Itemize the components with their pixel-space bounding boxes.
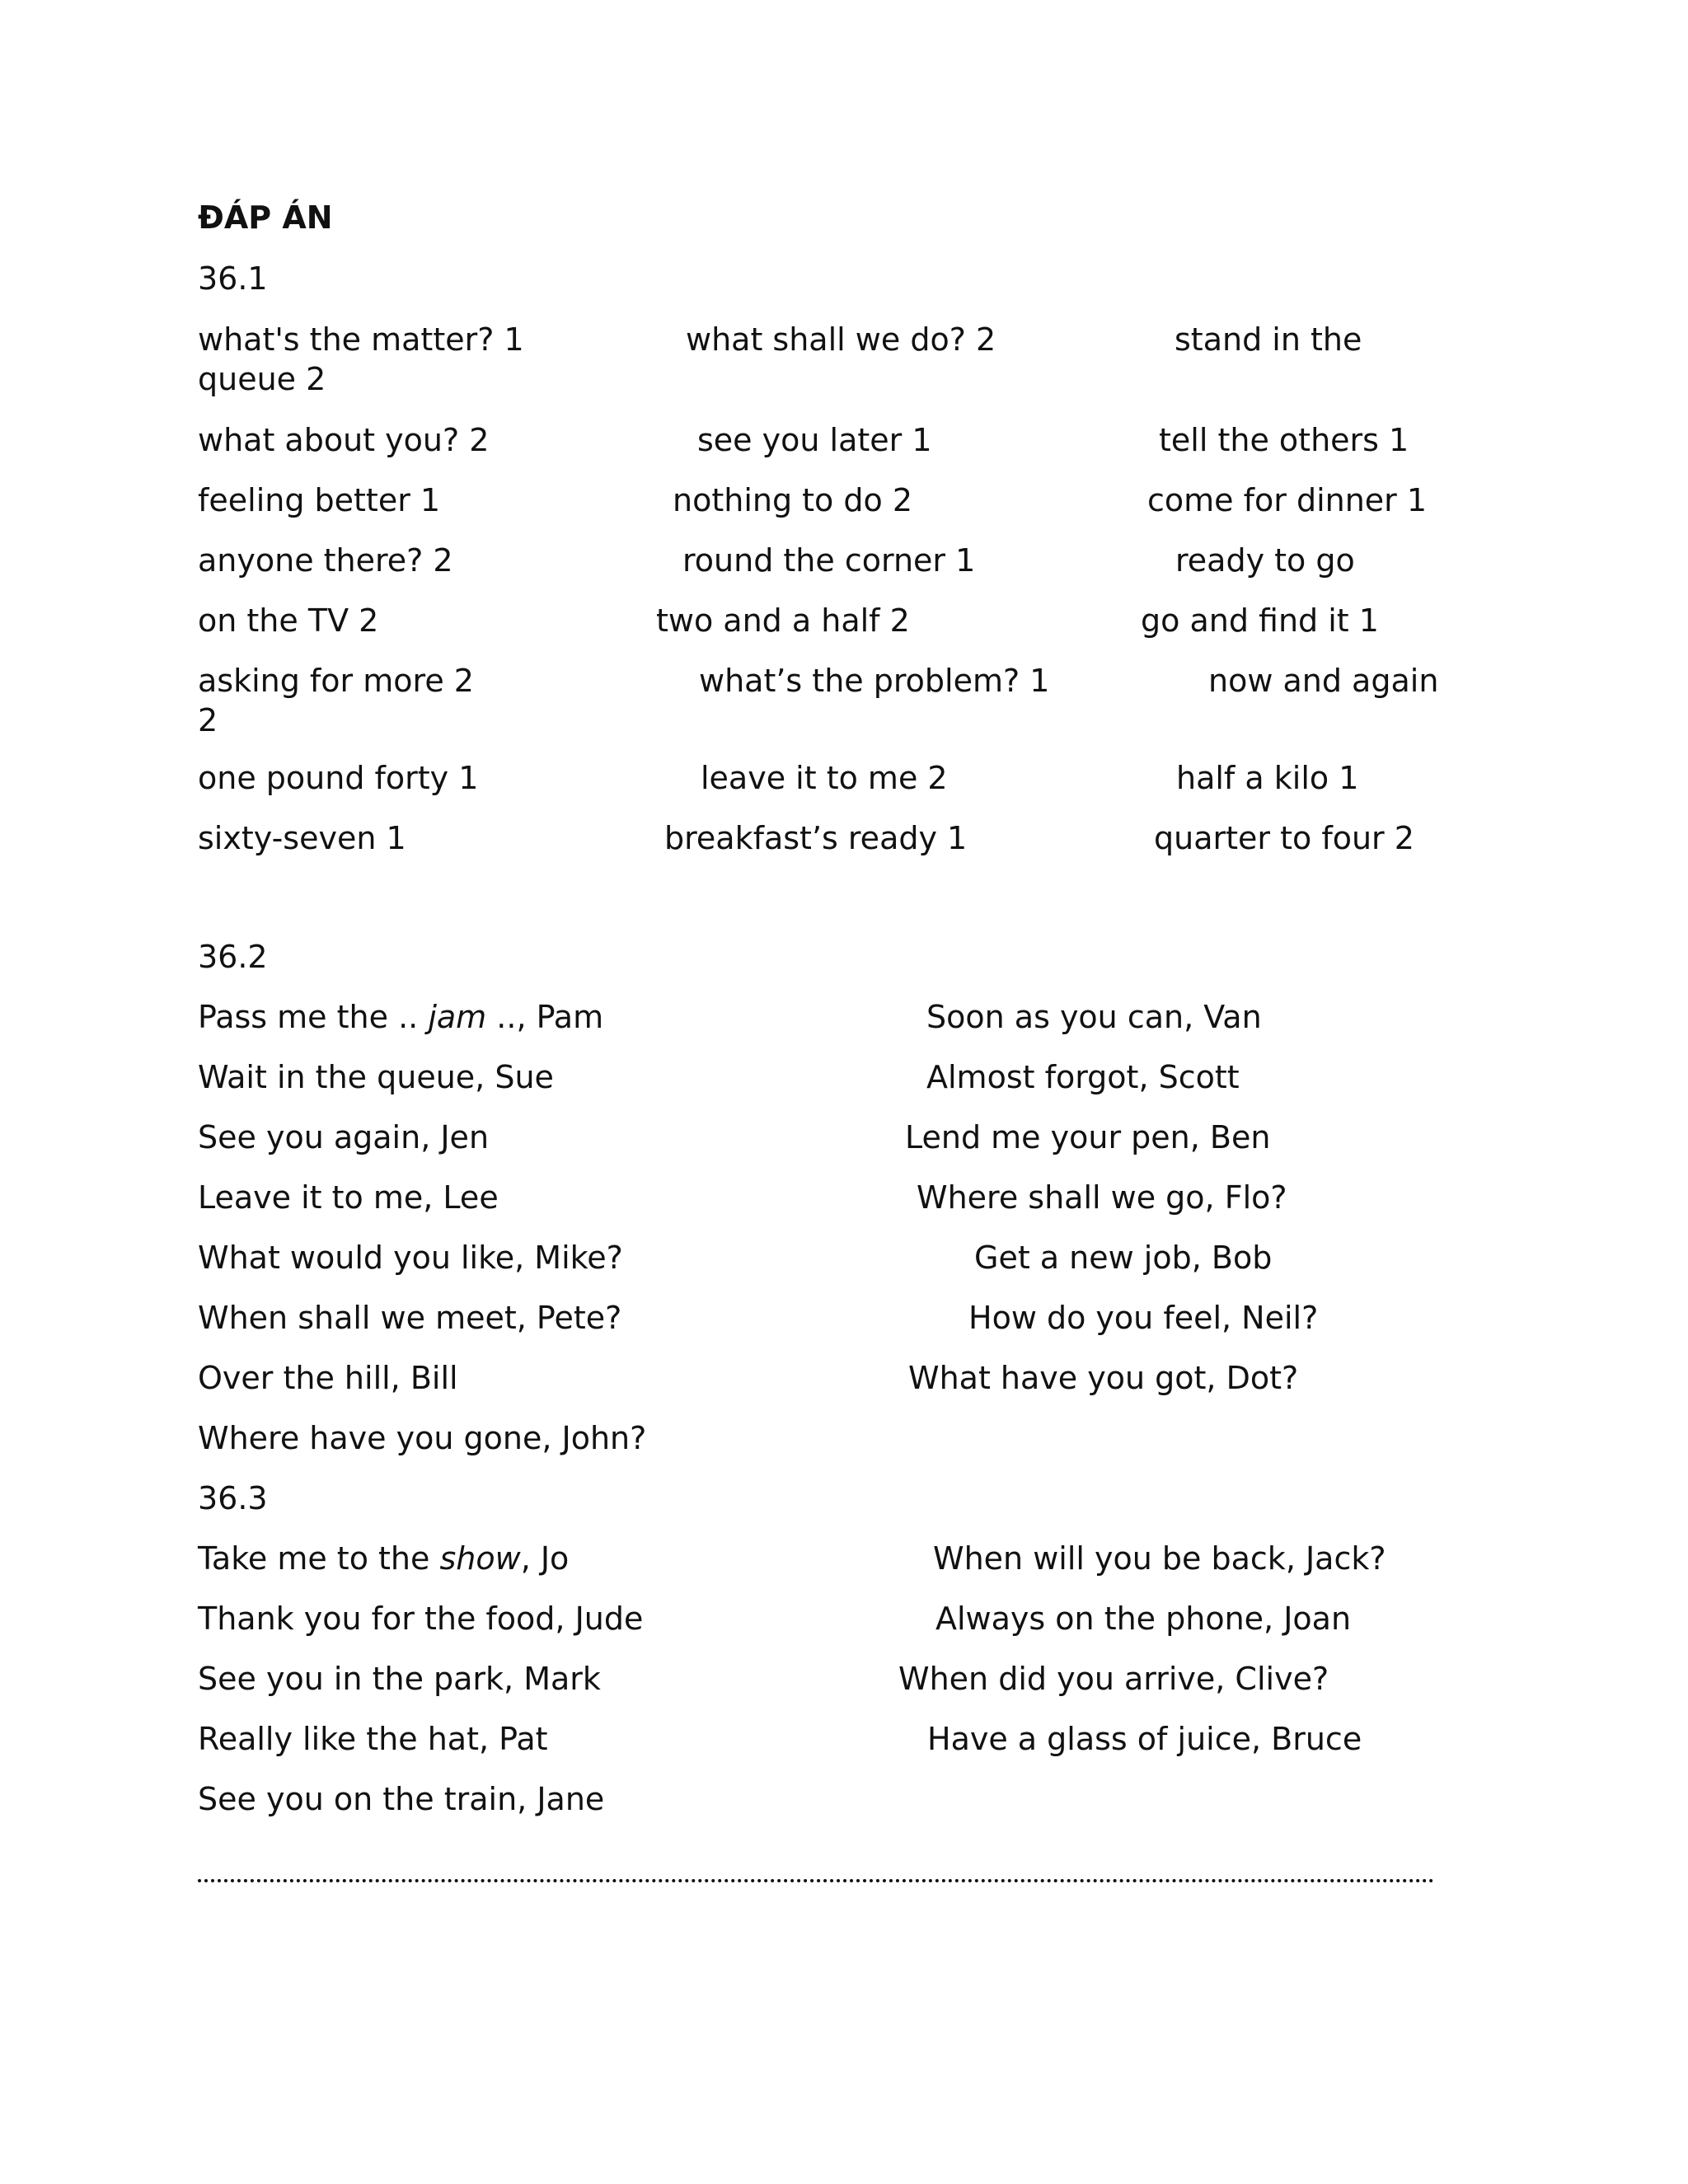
phrase-item: asking for more 2 <box>198 663 474 699</box>
phrase-item: nothing to do 2 <box>673 482 913 518</box>
phrase-item: what shall we do? 2 <box>686 321 996 358</box>
rhyme-line: Where have you gone, John? <box>198 1420 647 1456</box>
rhyme-line: Always on the phone, Joan <box>935 1601 1352 1637</box>
rhyme-line: How do you feel, Neil? <box>968 1300 1319 1336</box>
rhyme-line: Almost forgot, Scott <box>926 1059 1240 1095</box>
rhyme-line: See you again, Jen <box>198 1119 490 1155</box>
rhyme-line: Thank you for the food, Jude <box>198 1601 644 1637</box>
phrase-item: ready to go <box>1175 542 1355 579</box>
rhyme-text: Take me to the <box>198 1540 440 1577</box>
rhyme-line: When will you be back, Jack? <box>933 1540 1386 1577</box>
phrase-item: round the corner 1 <box>682 542 976 579</box>
phrase-item: see you later 1 <box>697 422 932 458</box>
rhyme-line: Over the hill, Bill <box>198 1360 458 1396</box>
phrase-item: what’s the problem? 1 <box>699 663 1050 699</box>
section-label-36-1: 36.1 <box>198 260 268 297</box>
phrase-item-wrap: 2 <box>198 702 218 738</box>
phrase-item: two and a half 2 <box>656 602 910 639</box>
section-label-36-3: 36.3 <box>198 1480 268 1516</box>
rhyme-line: See you on the train, Jane <box>198 1781 605 1817</box>
rhyme-line: What have you got, Dot? <box>908 1360 1299 1396</box>
rhyme-line <box>198 1539 569 1578</box>
phrase-item: stand in the <box>1175 321 1362 358</box>
phrase-item: one pound forty 1 <box>198 760 479 796</box>
rhyme-line: Have a glass of juice, Bruce <box>927 1721 1362 1757</box>
phrase-item: now and again <box>1208 663 1439 699</box>
rhyme-line: Where shall we go, Flo? <box>917 1179 1287 1216</box>
rhyme-line: Get a new job, Bob <box>974 1240 1273 1276</box>
rhyme-text: Pass me the .. <box>198 999 429 1035</box>
rhyme-line <box>198 997 603 1037</box>
rhyme-text: , Jo <box>520 1540 570 1577</box>
phrase-item-wrap: queue 2 <box>198 361 326 397</box>
rhyme-line: Soon as you can, Van <box>926 999 1262 1035</box>
phrase-item: anyone there? 2 <box>198 542 453 579</box>
phrase-item: what about you? 2 <box>198 422 490 458</box>
rhyme-line: What would you like, Mike? <box>198 1240 623 1276</box>
section-label-36-2: 36.2 <box>198 939 268 975</box>
phrase-item: feeling better 1 <box>198 482 441 518</box>
rhyme-text: .., Pam <box>486 999 604 1035</box>
rhyme-line: See you in the park, Mark <box>198 1661 601 1697</box>
page-title: ĐÁP ÁN <box>198 199 333 236</box>
rhyme-keyword: jam <box>428 999 487 1035</box>
rhyme-line: Really like the hat, Pat <box>198 1721 548 1757</box>
phrase-item: come for dinner 1 <box>1147 482 1428 518</box>
phrase-item: go and find it 1 <box>1141 602 1379 639</box>
rhyme-line: Wait in the queue, Sue <box>198 1059 554 1095</box>
phrase-item: what's the matter? 1 <box>198 321 524 358</box>
rhyme-line: When shall we meet, Pete? <box>198 1300 622 1336</box>
phrase-item: breakfast’s ready 1 <box>664 820 968 856</box>
phrase-item: half a kilo 1 <box>1176 760 1359 796</box>
rhyme-line: Lend me your pen, Ben <box>905 1119 1271 1155</box>
rhyme-line: Leave it to me, Lee <box>198 1179 499 1216</box>
phrase-item: leave it to me 2 <box>701 760 948 796</box>
phrase-item: tell the others 1 <box>1159 422 1409 458</box>
dotted-divider <box>198 1879 1434 1882</box>
rhyme-keyword: show <box>439 1540 521 1577</box>
phrase-item: on the TV 2 <box>198 602 379 639</box>
phrase-item: sixty-seven 1 <box>198 820 406 856</box>
rhyme-line: When did you arrive, Clive? <box>898 1661 1329 1697</box>
phrase-item: quarter to four 2 <box>1154 820 1414 856</box>
